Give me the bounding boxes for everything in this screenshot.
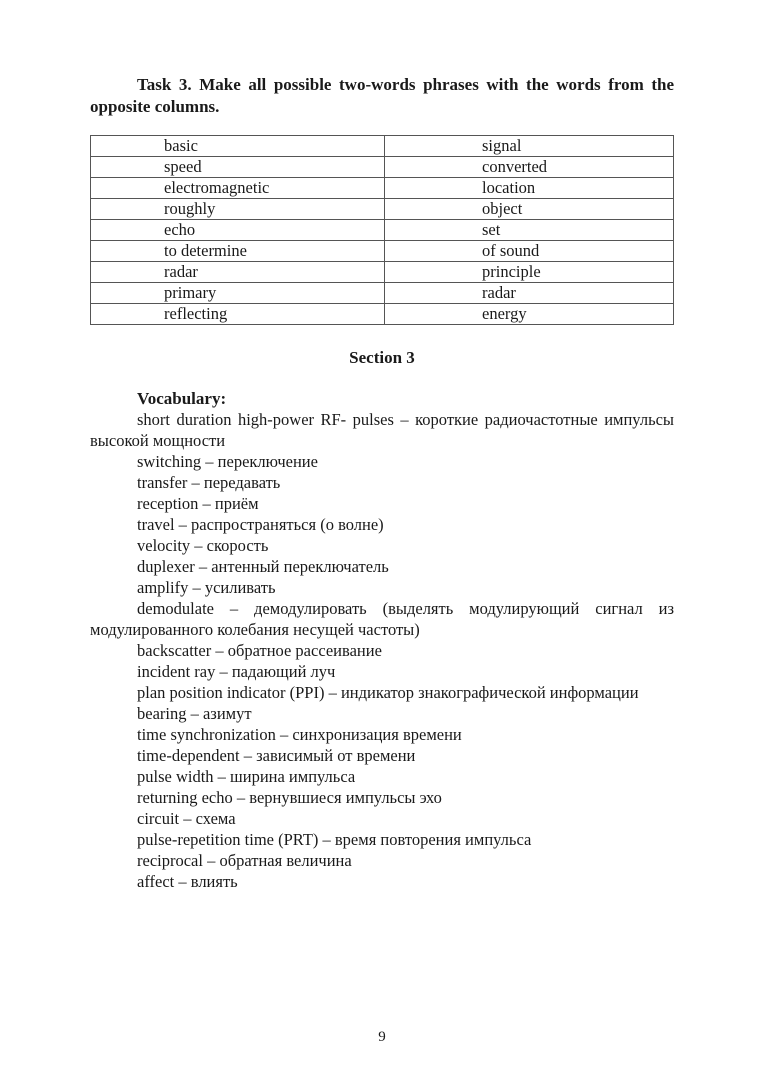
- vocabulary-entry: switching – переключение: [137, 452, 318, 471]
- vocabulary-entry: time-dependent – зависимый от времени: [137, 746, 416, 765]
- table-row: [91, 136, 674, 157]
- table-row: [91, 283, 674, 304]
- vocabulary-entry: transfer – передавать: [137, 473, 281, 492]
- table-row: [91, 262, 674, 283]
- right-word: principle: [385, 262, 674, 283]
- right-word: object: [385, 199, 674, 220]
- vocabulary-entry: affect – влиять: [137, 872, 238, 891]
- vocabulary-heading: Vocabulary:: [137, 389, 227, 408]
- vocabulary-entry: backscatter – обратное рассеивание: [137, 641, 382, 660]
- vocabulary-entry: pulse-repetition time (PRT) – время повторения импульса: [137, 830, 532, 849]
- vocabulary-entry: reception – приём: [137, 494, 259, 513]
- right-word: energy: [385, 304, 674, 325]
- right-word: signal: [385, 136, 674, 157]
- vocabulary-list: [90, 409, 674, 892]
- section-title: Section 3: [349, 348, 415, 367]
- left-word: primary: [91, 283, 385, 304]
- vocabulary-entry: bearing – азимут: [137, 704, 252, 723]
- vocabulary-entry: demodulate – демодулировать (выделять модулирующий сигнал из модулированного колебания несущей частоты): [90, 599, 674, 639]
- left-word: radar: [91, 262, 385, 283]
- right-word: of sound: [385, 241, 674, 262]
- task-3-instruction: Task 3. Make all possible two-words phrases with the words from the opposite columns.: [90, 75, 674, 116]
- left-word: roughly: [91, 199, 385, 220]
- vocabulary-entry: returning echo – вернувшиеся импульсы эхо: [137, 788, 442, 807]
- table-row: [91, 157, 674, 178]
- vocabulary-entry: pulse width – ширина импульса: [137, 767, 356, 786]
- right-word: radar: [385, 283, 674, 304]
- vocabulary-entry: travel – распространяться (о волне): [137, 515, 384, 534]
- right-word: set: [385, 220, 674, 241]
- left-word: echo: [91, 220, 385, 241]
- left-word: to determine: [91, 241, 385, 262]
- table-row: [91, 178, 674, 199]
- left-word: reflecting: [91, 304, 385, 325]
- vocabulary-entry: time synchronization – синхронизация времени: [137, 725, 462, 744]
- vocabulary-entry: incident ray – падающий луч: [137, 662, 336, 681]
- page-number: 9: [378, 1029, 386, 1045]
- left-word: speed: [91, 157, 385, 178]
- vocabulary-entry: amplify – усиливать: [137, 578, 276, 597]
- left-word: electromagnetic: [91, 178, 385, 199]
- vocabulary-entry: plan position indicator (PPI) – индикатор знакографической информации: [137, 683, 639, 702]
- right-word: converted: [385, 157, 674, 178]
- vocabulary-entry: duplexer – антенный переключатель: [137, 557, 389, 576]
- table-row: [91, 304, 674, 325]
- right-word: location: [385, 178, 674, 199]
- word-columns-table: [90, 135, 674, 325]
- vocabulary-entry: reciprocal – обратная величина: [137, 851, 352, 870]
- left-word: basic: [91, 136, 385, 157]
- table-row: [91, 199, 674, 220]
- vocabulary-entry: circuit – схема: [137, 809, 236, 828]
- vocabulary-entry: short duration high-power RF- pulses – короткие радиочастотные импульсы высокой мощности: [90, 410, 674, 450]
- vocabulary-entry: velocity – скорость: [137, 536, 269, 555]
- table-row: [91, 220, 674, 241]
- table-row: [91, 241, 674, 262]
